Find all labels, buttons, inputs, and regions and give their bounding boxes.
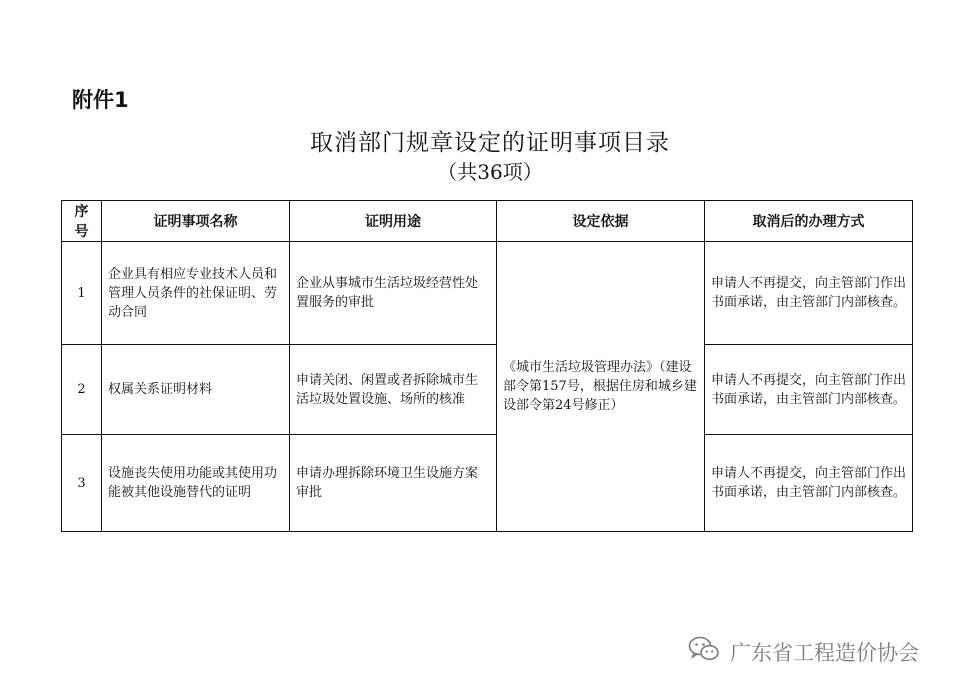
certificate-purpose: 申请关闭、闲置或者拆除城市生活垃圾处置设施、场所的核准 xyxy=(290,345,497,435)
table-row xyxy=(62,242,913,345)
watermark xyxy=(688,635,919,668)
certificate-name: 设施丧失使用功能或其使用功能被其他设施替代的证明 xyxy=(102,435,290,532)
table-row xyxy=(62,345,913,435)
page-title: 取消部门规章设定的证明事项目录 xyxy=(310,130,670,156)
legal-basis: 《城市生活垃圾管理办法》（建设部令第157号，根据住房和城乡建设部令第24号修正） xyxy=(497,242,705,532)
certificate-purpose: 企业从事城市生活垃圾经营性处置服务的审批 xyxy=(290,242,497,345)
handling-method: 申请人不再提交，向主管部门作出书面承诺，由主管部门内部核查。 xyxy=(705,435,913,532)
table-header-row xyxy=(62,201,913,242)
certificate-items-table xyxy=(61,200,913,532)
row-number: 2 xyxy=(62,345,102,435)
certificate-name: 权属关系证明材料 xyxy=(102,345,290,435)
page-subtitle: （共36项） xyxy=(437,160,543,184)
watermark-text: 广东省工程造价协会 xyxy=(730,640,919,665)
certificate-name: 企业具有相应专业技术人员和管理人员条件的社保证明、劳动合同 xyxy=(102,242,290,345)
column-header-name: 证明事项名称 xyxy=(102,201,290,242)
handling-method: 申请人不再提交，向主管部门作出书面承诺，由主管部门内部核查。 xyxy=(705,345,913,435)
certificate-purpose: 申请办理拆除环境卫生设施方案审批 xyxy=(290,435,497,532)
handling-method: 申请人不再提交，向主管部门作出书面承诺，由主管部门内部核查。 xyxy=(705,242,913,345)
table-row xyxy=(62,435,913,532)
row-number: 1 xyxy=(62,242,102,345)
wechat-icon xyxy=(688,635,720,668)
row-number: 3 xyxy=(62,435,102,532)
attachment-label: 附件1 xyxy=(72,88,129,112)
column-header-no: 序号 xyxy=(62,201,102,242)
column-header-purpose: 证明用途 xyxy=(290,201,497,242)
column-header-method: 取消后的办理方式 xyxy=(705,201,913,242)
column-header-basis: 设定依据 xyxy=(497,201,705,242)
